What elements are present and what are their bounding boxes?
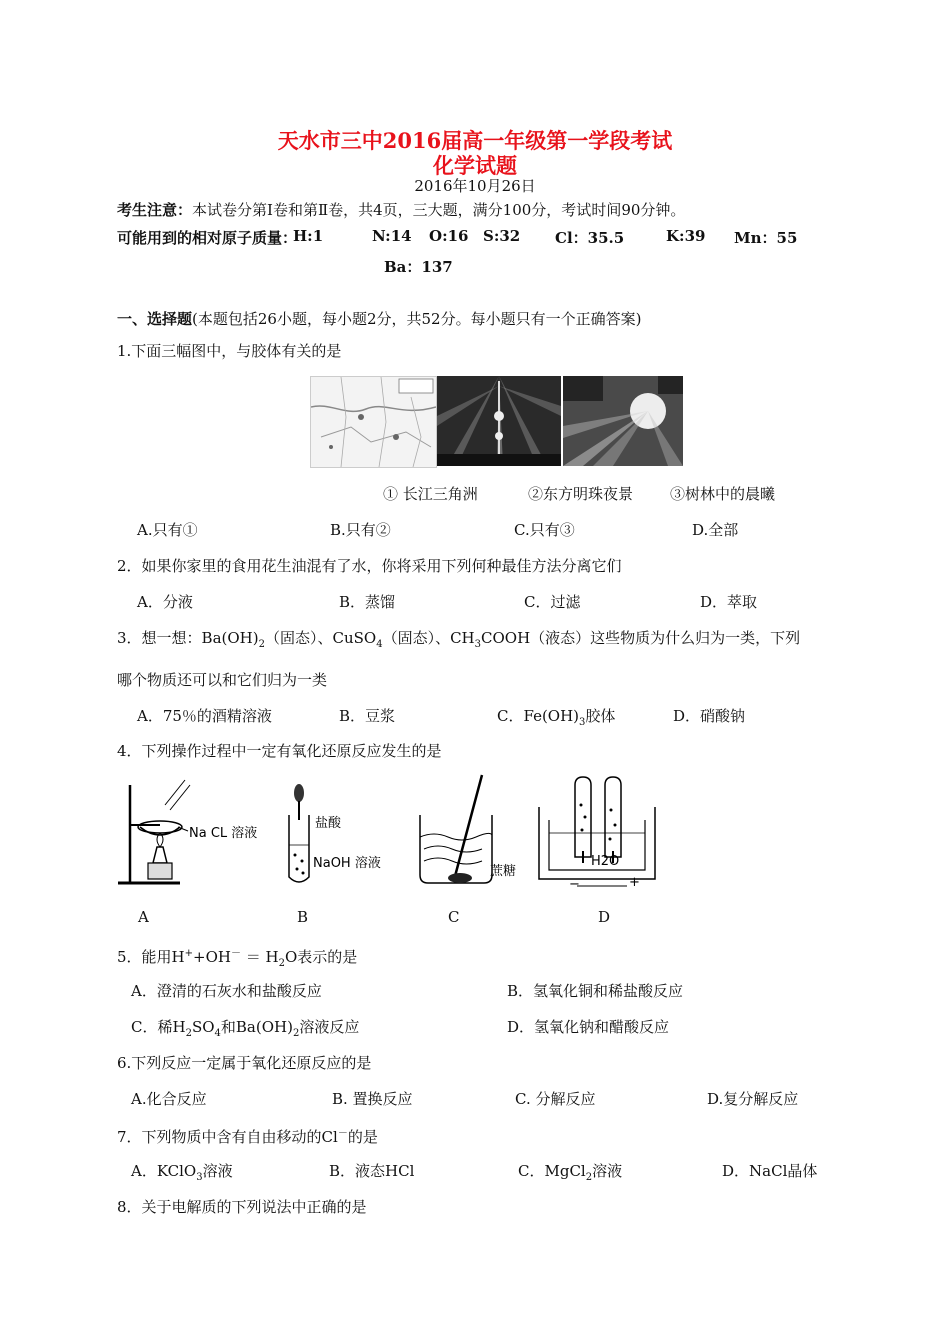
svg-text:−: − bbox=[569, 877, 580, 892]
q7-stem-part1: 7．下列物质中含有自由移动的Cl bbox=[117, 1128, 338, 1146]
q4-stem: 4．下列操作过程中一定有氧化还原反应发生的是 bbox=[117, 742, 442, 760]
q5-option-b: B．氢氧化铜和稀盐酸反应 bbox=[507, 982, 684, 1000]
figure-c-beaker bbox=[412, 775, 532, 890]
q5-option-c-sub1: 2 bbox=[185, 1028, 192, 1039]
q5-stem bbox=[117, 944, 357, 969]
q3-stem-sub1: 2 bbox=[258, 639, 265, 650]
q2-stem: 2．如果你家里的食用花生油混有了水，你将采用下列何种最佳方法分离它们 bbox=[117, 557, 622, 575]
q7-stem-part2: 的是 bbox=[347, 1128, 378, 1146]
q3-option-c-part2: 胶体 bbox=[585, 707, 616, 725]
q5-option-c-part2: SO bbox=[191, 1018, 215, 1036]
figure-d-electrolysis bbox=[537, 775, 667, 890]
q5-stem-sub: 2 bbox=[278, 958, 285, 969]
exam-subtitle: 化学试题 bbox=[433, 153, 517, 178]
section-title: 一、选择题 bbox=[117, 310, 193, 328]
q7-option-c-sub: 2 bbox=[585, 1172, 593, 1183]
exam-date: 2016年10月26日 bbox=[414, 177, 536, 195]
q6-option-d: D.复分解反应 bbox=[707, 1090, 799, 1108]
notice-text: 本试卷分第Ⅰ卷和第Ⅱ卷，共4页，三大题，满分100分，考试时间90分钟。 bbox=[192, 201, 686, 219]
photo-oriental-pearl-night bbox=[437, 376, 561, 466]
forest-drawing bbox=[563, 376, 683, 466]
q2-option-a: A．分液 bbox=[137, 593, 193, 611]
q3-option-a: A．75％的酒精溶液 bbox=[137, 707, 272, 725]
q5-option-c-part1: C．稀H bbox=[131, 1018, 186, 1036]
q5-stem-sup2: － bbox=[230, 948, 241, 959]
q5-stem-part3: ＝ H bbox=[245, 948, 279, 966]
section-heading bbox=[117, 308, 641, 329]
photo-forest-morning-light bbox=[563, 376, 683, 466]
q3-stem-part3: （固态）、CH bbox=[382, 629, 475, 647]
q7-stem-sup: － bbox=[337, 1128, 348, 1139]
q5-stem-part1: 5．能用H bbox=[117, 948, 185, 966]
q2-option-c: C．过滤 bbox=[524, 593, 581, 611]
figure-d-label: H2O bbox=[591, 854, 620, 869]
q4-option-d: D bbox=[598, 908, 611, 926]
q6-stem: 6.下列反应一定属于氧化还原反应的是 bbox=[117, 1054, 372, 1072]
q6-option-a: A.化合反应 bbox=[131, 1090, 207, 1108]
atomic-mass-label: 可能用到的相对原子质量： bbox=[117, 229, 298, 247]
q5-option-c-part3: 和Ba(OH) bbox=[220, 1018, 293, 1036]
q8-stem: 8．关于电解质的下列说法中正确的是 bbox=[117, 1198, 367, 1216]
q1-option-c: C.只有③ bbox=[514, 521, 575, 539]
figure-c-drawing bbox=[412, 775, 532, 890]
q3-stem-sub2: 4 bbox=[376, 639, 383, 650]
figure-a-evaporation bbox=[110, 775, 280, 890]
q7-option-a-part1: A．KClO bbox=[131, 1162, 197, 1180]
q5-option-a: A．澄清的石灰水和盐酸反应 bbox=[131, 982, 322, 1000]
q5-option-c-part4: 溶液反应 bbox=[299, 1018, 360, 1036]
q7-option-a-sub: 3 bbox=[196, 1172, 203, 1183]
section-desc: (本题包括26小题，每小题2分，共52分。每小题只有一个正确答案) bbox=[192, 310, 642, 328]
q7-option-a-part2: 溶液 bbox=[202, 1162, 233, 1180]
q7-option-c-part1: C．MgCl bbox=[518, 1162, 586, 1180]
mass-o: O:16 bbox=[429, 227, 469, 245]
q6-option-c: C. 分解反应 bbox=[515, 1090, 596, 1108]
svg-text:+: + bbox=[629, 875, 640, 890]
q5-stem-sup1: + bbox=[184, 948, 194, 959]
q7-option-a bbox=[131, 1160, 233, 1183]
q3-stem-part1: 3．想一想：Ba(OH) bbox=[117, 629, 259, 647]
q3-stem-sub3: 3 bbox=[474, 639, 481, 650]
mass-mn: Mn：55 bbox=[734, 229, 798, 247]
q5-option-d: D．氢氧化钠和醋酸反应 bbox=[507, 1018, 670, 1036]
mass-k: K:39 bbox=[666, 227, 706, 245]
q7-stem bbox=[117, 1124, 378, 1147]
figure-a-drawing bbox=[110, 775, 280, 890]
q5-stem-part2: +OH bbox=[193, 948, 231, 966]
q6-option-b: B. 置换反应 bbox=[332, 1090, 413, 1108]
tower-drawing bbox=[437, 376, 561, 466]
q3-option-b: B．豆浆 bbox=[339, 707, 396, 725]
q3-stem-part4: COOH（液态）这些物质为什么归为一类，下列 bbox=[481, 629, 801, 647]
figure-b-label-naoh: NaOH 溶液 bbox=[313, 856, 381, 871]
q3-stem-part2: （固态）、CuSO bbox=[264, 629, 377, 647]
q4-option-a: A bbox=[138, 908, 149, 926]
figure-c-label: 蔗糖 bbox=[490, 864, 517, 879]
q5-option-c bbox=[131, 1016, 359, 1039]
figure-d-drawing bbox=[537, 775, 667, 890]
figure-b-drawing bbox=[285, 775, 395, 890]
figure-a-label: Na CL 溶液 bbox=[189, 826, 258, 841]
q3-option-c bbox=[497, 705, 615, 728]
q7-option-c-part2: 溶液 bbox=[592, 1162, 623, 1180]
q1-caption-2: ②东方明珠夜景 bbox=[528, 485, 634, 503]
q1-caption-3: ③树林中的晨曦 bbox=[670, 485, 776, 503]
mass-h: H:1 bbox=[293, 227, 324, 245]
notice-label: 考生注意： bbox=[117, 201, 193, 219]
q5-option-c-sub2: 4 bbox=[214, 1028, 221, 1039]
figure-b-label-hcl: 盐酸 bbox=[315, 816, 342, 831]
q3-option-c-sub: 3 bbox=[579, 717, 586, 728]
q1-caption-1: ① 长江三角洲 bbox=[383, 485, 478, 503]
q3-option-d: D．硝酸钠 bbox=[673, 707, 746, 725]
map-drawing bbox=[311, 377, 436, 467]
mass-ba: Ba：137 bbox=[384, 258, 453, 276]
q4-option-c: C bbox=[448, 908, 460, 926]
mass-n: N:14 bbox=[372, 227, 412, 245]
notice-line bbox=[117, 199, 685, 220]
q1-option-d: D.全部 bbox=[692, 521, 739, 539]
mass-s: S:32 bbox=[483, 227, 521, 245]
q2-option-b: B．蒸馏 bbox=[339, 593, 396, 611]
q1-option-a: A.只有① bbox=[137, 521, 198, 539]
q1-option-b: B.只有② bbox=[330, 521, 391, 539]
mass-cl: Cl：35.5 bbox=[555, 229, 625, 247]
q7-option-d: D．NaCl晶体 bbox=[722, 1162, 818, 1180]
q7-option-c bbox=[518, 1160, 622, 1183]
q5-option-c-sub3: 2 bbox=[292, 1028, 300, 1039]
figure-b-test-tube bbox=[285, 775, 395, 890]
q3-stem-line2: 哪个物质还可以和它们归为一类 bbox=[117, 671, 328, 689]
q2-option-d: D．萃取 bbox=[700, 593, 758, 611]
exam-title: 天水市三中2016届高一年级第一学段考试 bbox=[277, 128, 673, 153]
atomic-mass-line bbox=[117, 227, 297, 248]
q4-option-b: B bbox=[297, 908, 309, 926]
q1-stem: 1.下面三幅图中，与胶体有关的是 bbox=[117, 342, 342, 360]
q7-option-b: B．液态HCl bbox=[329, 1162, 415, 1180]
photo-yangtze-delta-map bbox=[310, 376, 437, 468]
q3-option-c-part1: C．Fe(OH) bbox=[497, 707, 580, 725]
q5-stem-part4: O表示的是 bbox=[284, 948, 358, 966]
q3-stem bbox=[117, 627, 800, 650]
